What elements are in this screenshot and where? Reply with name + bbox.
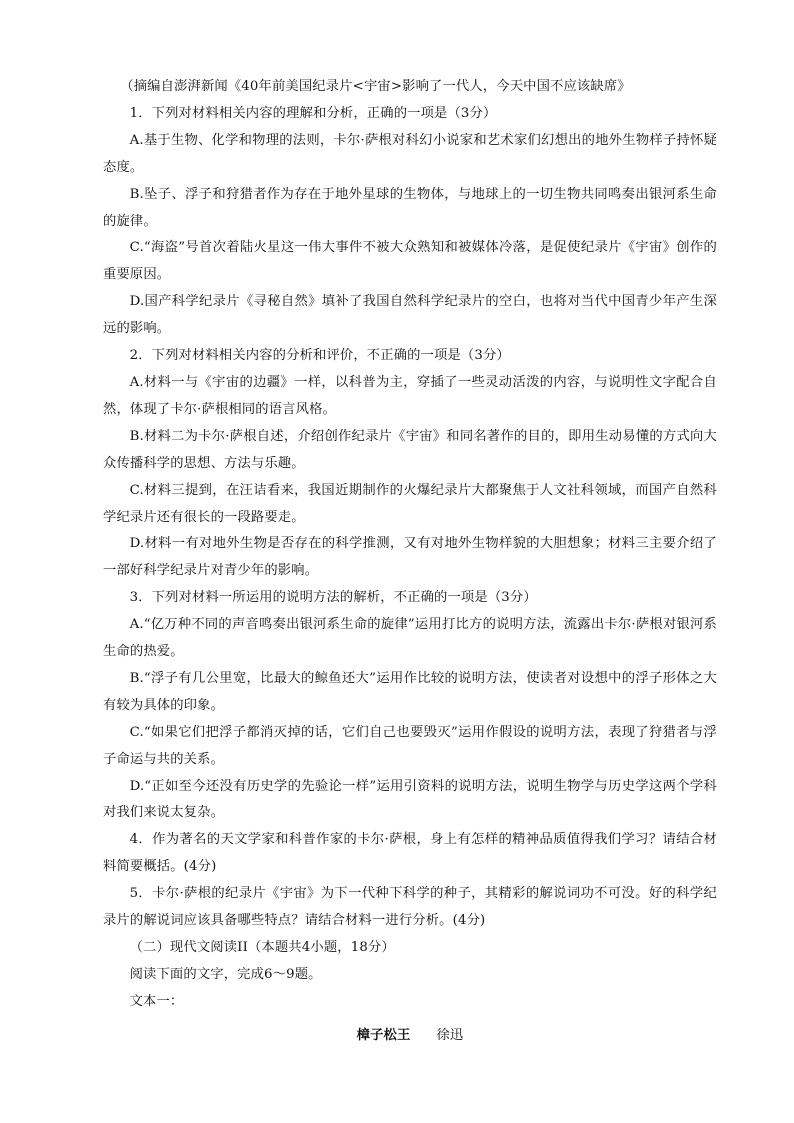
question-1-option-d: D.国产科学纪录片《寻秘自然》填补了我国自然科学纪录片的空白，也将对当代中国青少年产生深远的影响。 bbox=[103, 294, 717, 337]
question-3-option-c: C.“如果它们把浮子都消灭掉的话，它们自己也要毁灭”运用作假设的说明方法，表现了狩猎者与浮子命运与共的关系。 bbox=[103, 724, 717, 767]
question-2-option-d: D.材料一有对地外生物是否存在的科学推测，又有对地外生物样貌的大胆想象；材料三主要介绍了一部好科学纪录片对青少年的影响。 bbox=[103, 536, 717, 579]
question-1-stem: 1．下列对材料相关内容的理解和分析，正确的一项是（3分） bbox=[129, 105, 497, 121]
question-1-option-b: B.坠子、浮子和狩猎者作为存在于地外星球的生物体，与地球上的一切生物共同鸣奏出银河系生命的旋律。 bbox=[103, 186, 717, 229]
question-1-option-c: C.“海盗”号首次着陆火星这一伟大事件不被大众熟知和被媒体冷落，是促使纪录片《宇宙》创作的重要原因。 bbox=[103, 240, 717, 283]
question-1-option-a: A.基于生物、化学和物理的法则，卡尔·萨根对科幻小说家和艺术家们幻想出的地外生物样子持怀疑态度。 bbox=[103, 132, 717, 175]
source-note: （摘编自澎湃新闻《40年前美国纪录片<宇宙>影响了一代人，今天中国不应该缺席》 bbox=[120, 79, 631, 94]
question-3-option-d: D.“正如至今还没有历史学的先验论一样”运用引资料的说明方法，说明生物学与历史学这两个学科对我们来说太复杂。 bbox=[103, 778, 717, 821]
question-2 bbox=[103, 343, 717, 585]
section-heading: （二）现代文阅读II（本题共4小题，18分） bbox=[129, 940, 395, 955]
question-5 bbox=[103, 881, 717, 935]
question-5-stem: 5．卡尔·萨根的纪录片《宇宙》为下一代种下科学的种子，其精彩的解说词功不可没。好的科学纪录片的解说词应该具备哪些特点？请结合材料一进行分析。(4分) bbox=[103, 886, 717, 929]
document-body bbox=[103, 74, 717, 1050]
question-2-option-a: A.材料一与《宇宙的边疆》一样，以科普为主，穿插了一些灵动活泼的内容，与说明性文字配合自然，体现了卡尔·萨根相同的语言风格。 bbox=[103, 374, 717, 417]
question-4-stem: 4．作为著名的天文学家和科普作家的卡尔·萨根，身上有怎样的精神品质值得我们学习？请结合材料简要概括。(4分) bbox=[103, 832, 717, 875]
question-2-option-c: C.材料三提到，在汪诘看来，我国近期制作的火爆纪录片大都聚焦于人文社科领域，而国产自然科学纪录片还有很长的一段路要走。 bbox=[103, 482, 717, 525]
question-3-option-a: A.“亿万种不同的声音鸣奏出银河系生命的旋律”运用打比方的说明方法，流露出卡尔·萨根对银河系生命的热爱。 bbox=[103, 617, 717, 660]
text-label: 文本一： bbox=[129, 993, 184, 1009]
question-4 bbox=[103, 827, 717, 881]
question-3 bbox=[103, 585, 717, 827]
question-2-stem: 2．下列对材料相关内容的分析和评价，不正确的一项是（3分） bbox=[129, 348, 510, 364]
question-3-option-b: B.“浮子有几公里宽，比最大的鲸鱼还大”运用作比较的说明方法，使读者对设想中的浮子形体之大有较为具体的印象。 bbox=[103, 670, 717, 713]
question-1 bbox=[103, 101, 717, 343]
reading-instruction: 阅读下面的文字，完成6～9题。 bbox=[129, 966, 322, 982]
article-title: 樟子松王 bbox=[356, 1027, 411, 1043]
question-2-option-b: B.材料二为卡尔·萨根自述，介绍创作纪录片《宇宙》和同名著作的目的，即用生动易懂的方式向大众传播科学的思想、方法与乐趣。 bbox=[103, 428, 717, 471]
question-3-stem: 3．下列对材料一所运用的说明方法的解析，不正确的一项是（3分） bbox=[129, 590, 537, 606]
article-heading bbox=[103, 1023, 717, 1050]
article-author: 徐迅 bbox=[436, 1027, 464, 1043]
